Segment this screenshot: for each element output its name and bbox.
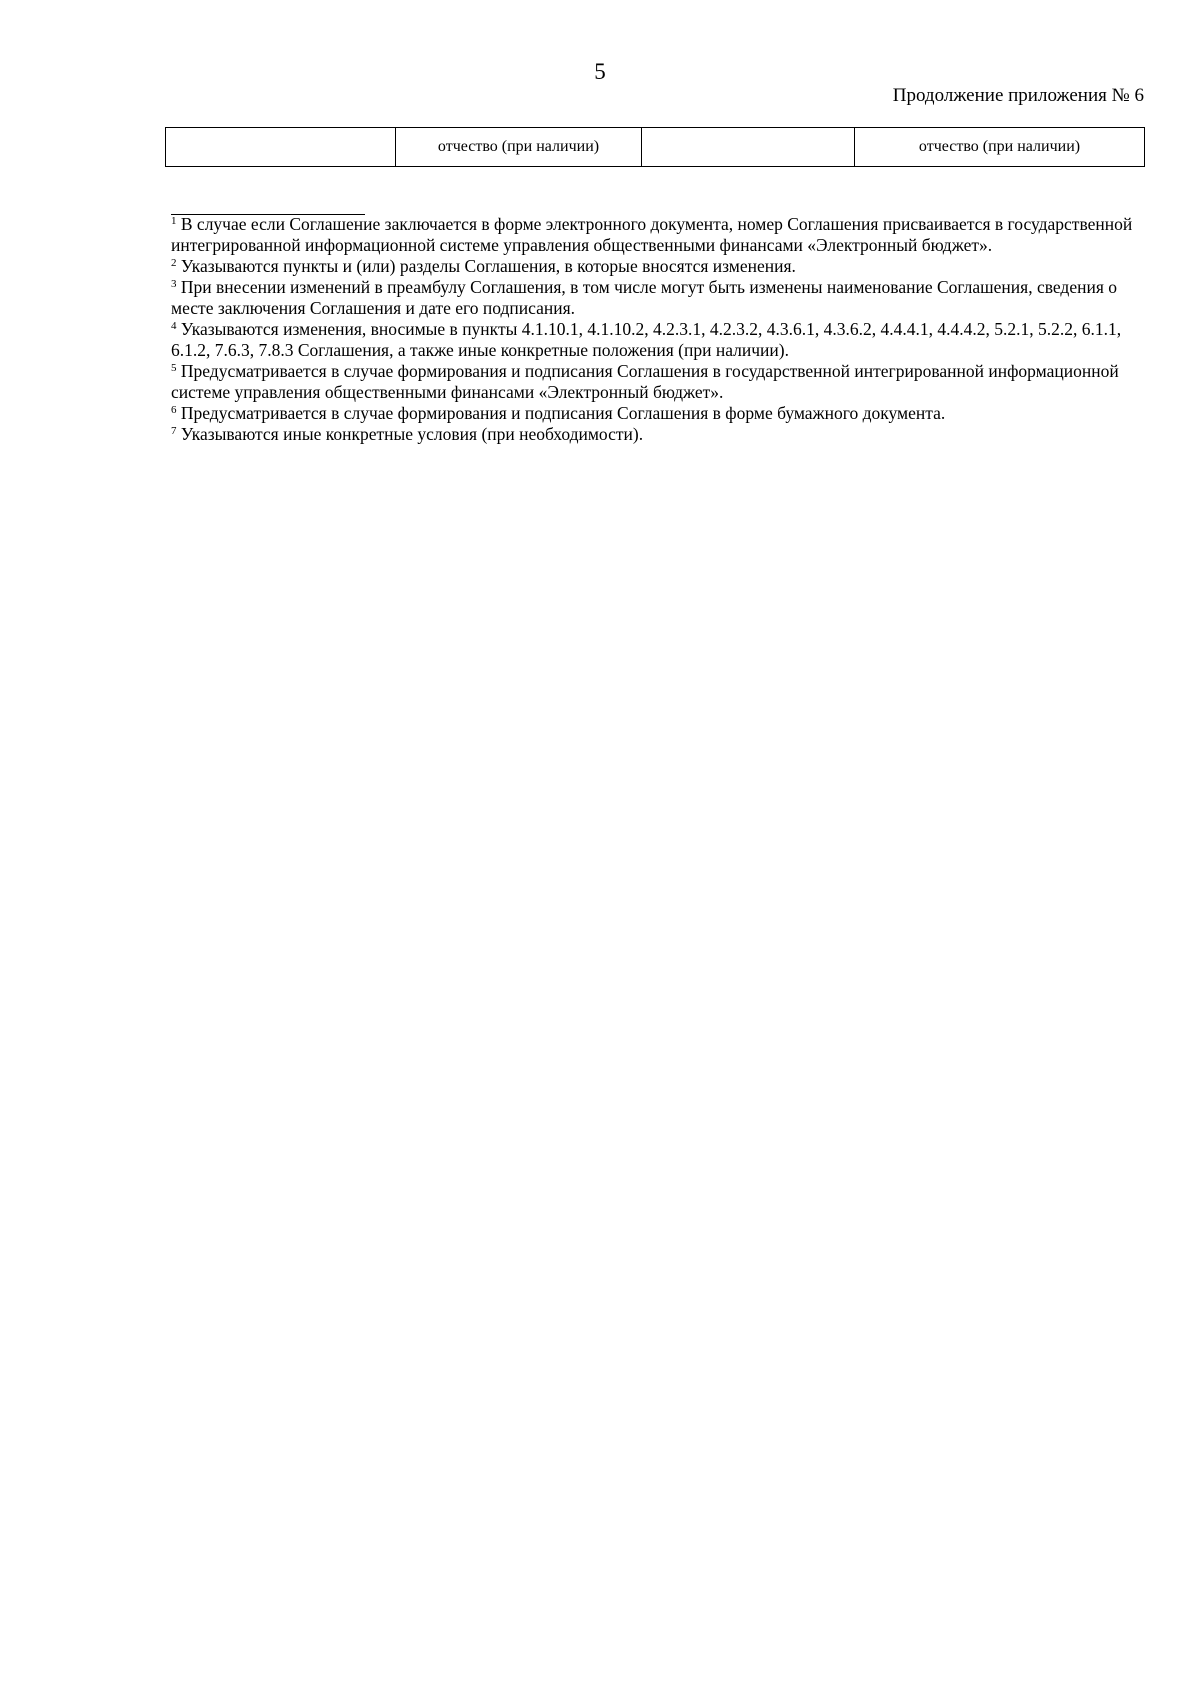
footnote-5 bbox=[171, 361, 1156, 403]
footnote-marker: 4 bbox=[171, 320, 177, 332]
footnote-marker: 6 bbox=[171, 404, 177, 416]
signature-table bbox=[165, 127, 1145, 167]
footnote-4 bbox=[171, 319, 1156, 361]
footnote-marker: 2 bbox=[171, 257, 177, 269]
footnote-text: Предусматривается в случае формирования и подписания Соглашения в форме бумажного документа. bbox=[180, 403, 946, 423]
footnote-7 bbox=[171, 424, 1156, 445]
footnote-text: Указываются изменения, вносимые в пункты 4.1.10.1, 4.1.10.2, 4.2.3.1, 4.2.3.2, 4.3.6.1, 4.3.6.2, 4.4.4.1, 4.4.4.2, 5.2.1, 5.2.2, 6.1.1, 6.1.2, 7.6.3, 7.8.3 Соглашения, а также иные конкретные положения (при наличии). bbox=[171, 319, 1122, 360]
footnote-text: Указываются пункты и (или) разделы Соглашения, в которые вносятся изменения. bbox=[180, 256, 796, 276]
table-cell-empty-left bbox=[166, 128, 396, 167]
table-row bbox=[166, 128, 1145, 167]
footnote-text: При внесении изменений в преамбулу Соглашения, в том числе могут быть изменены наименование Соглашения, сведения о месте заключения Соглашения и дате его подписания. bbox=[171, 277, 1117, 318]
footnote-text: Предусматривается в случае формирования и подписания Соглашения в государственной интегрированной информационной системе управления общественными финансами «Электронный бюджет». bbox=[171, 361, 1119, 402]
footnotes-block bbox=[171, 214, 1156, 445]
footnote-6 bbox=[171, 403, 1156, 424]
footnote-marker: 1 bbox=[171, 215, 177, 227]
appendix-continuation-label: Продолжение приложения № 6 bbox=[892, 85, 1144, 106]
page-number: 5 bbox=[594, 59, 606, 84]
table-cell-empty-right bbox=[642, 128, 855, 167]
table-cell-patronymic-right: отчество (при наличии) bbox=[855, 128, 1145, 167]
footnote-marker: 5 bbox=[171, 362, 177, 374]
table-cell-patronymic-left: отчество (при наличии) bbox=[396, 128, 642, 167]
footnote-2 bbox=[171, 256, 1156, 277]
footnote-marker: 7 bbox=[171, 425, 177, 437]
footnote-3 bbox=[171, 277, 1156, 319]
footnote-marker: 3 bbox=[171, 278, 177, 290]
footnote-1 bbox=[171, 214, 1156, 256]
footnote-text: Указываются иные конкретные условия (при необходимости). bbox=[180, 424, 644, 444]
footnote-text: В случае если Соглашение заключается в форме электронного документа, номер Соглашения присваивается в государственной интегрированной информационной системе управления общественными финансами «Электронный бюджет». bbox=[171, 214, 1133, 255]
